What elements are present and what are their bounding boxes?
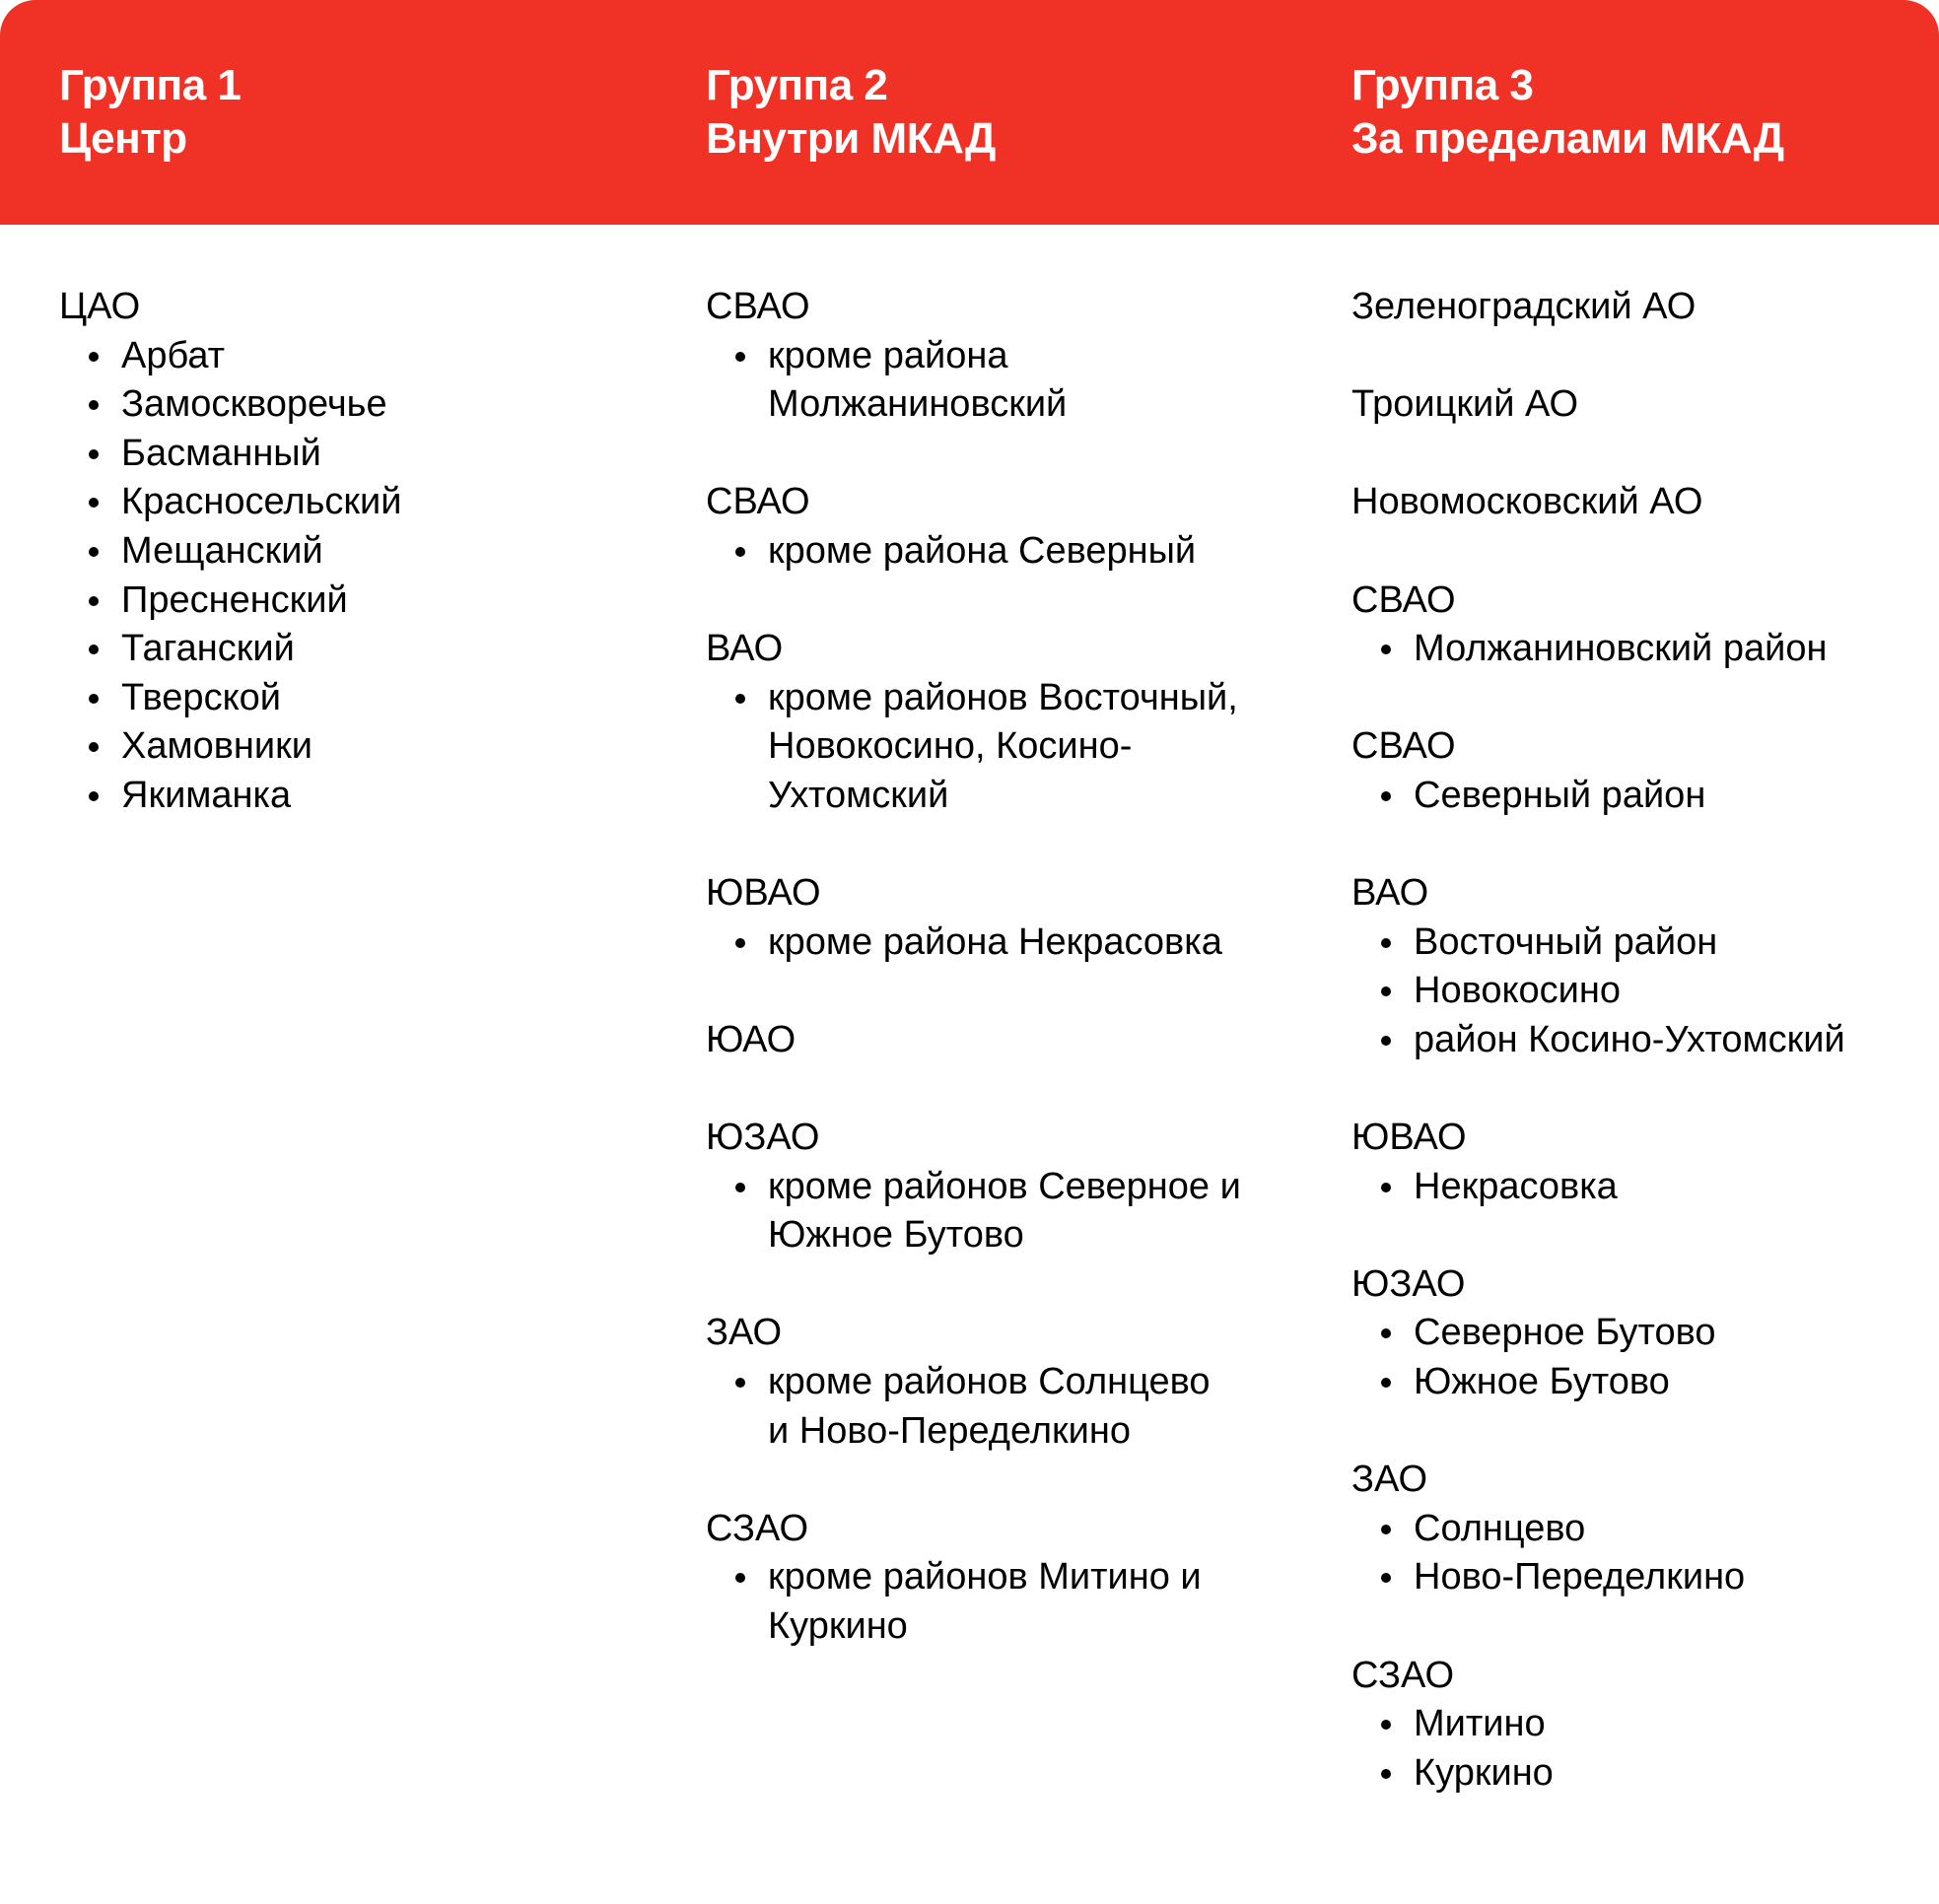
district-title: ЮЗАО [1351,1262,1466,1305]
list-item: Куркино [1414,1749,1887,1799]
list-item: Замоскворечье [121,380,594,430]
area-list [1351,1700,1904,1798]
area-list [1351,918,1904,1065]
district-title: СЗАО [1351,1654,1455,1696]
area-list [706,1553,1258,1651]
list-item: Мещанский [121,527,594,577]
district-title: СВАО [706,286,810,327]
district-title: Новомосковский АО [1351,481,1703,523]
district-group [706,869,1258,967]
area-list [706,1163,1258,1260]
list-item: Арбат [121,332,594,381]
district-group [706,1114,1258,1260]
district-group [706,1016,1258,1065]
area-list [1351,1505,1904,1602]
heading-title: Группа 2 [706,61,888,109]
area-list [706,1358,1258,1456]
area-list [706,918,1258,968]
group-3-column [1351,283,1904,1847]
area-list [706,674,1258,821]
list-item: район Косино-Ухтомский [1414,1016,1887,1065]
list-item: Басманный [121,430,594,479]
list-item: Таганский [121,625,594,674]
list-item: Красносельский [121,478,594,527]
district-group [1351,283,1904,332]
district-group [706,1309,1258,1456]
district-group [706,625,1258,820]
list-item: Тверской [121,674,594,723]
district-title: ВАО [706,628,784,670]
area-list [1351,1309,1904,1406]
district-group [1351,1114,1904,1211]
heading-subtitle: Центр [59,114,187,163]
district-group [1351,380,1904,430]
group-2-heading [706,59,996,166]
list-item: Северный район [1414,772,1887,821]
district-title: СЗАО [706,1507,809,1549]
district-title: СВАО [1351,578,1456,621]
list-item: кроме района Северный [768,527,1241,577]
district-group [1351,478,1904,527]
district-title: Зеленоградский АО [1351,286,1697,327]
area-list [1351,625,1904,674]
area-list [59,332,611,821]
area-list [1351,1163,1904,1212]
district-group [1351,722,1904,820]
list-item: Новокосино [1414,967,1887,1016]
district-title: ЮАО [706,1018,796,1060]
district-group [1351,577,1904,674]
list-item: Молжаниновский район [1414,625,1887,674]
list-item: Южное Бутово [1414,1358,1887,1407]
list-item: Некрасовка [1414,1163,1887,1212]
list-item: Восточный район [1414,918,1887,968]
list-item: кроме районов Солнцево и Ново-Переделкино [768,1358,1241,1456]
heading-title: Группа 3 [1351,61,1534,109]
list-item: Митино [1414,1700,1887,1749]
list-item: кроме районов Митино и Куркино [768,1553,1241,1651]
list-item: Северное Бутово [1414,1309,1887,1358]
district-group [1351,1260,1904,1407]
district-title: ЮВАО [706,872,821,915]
district-group [706,478,1258,576]
list-item: Хамовники [121,722,594,772]
district-group [706,1505,1258,1652]
list-item: Якиманка [121,772,594,821]
group-1-column [59,283,611,869]
district-group [59,283,611,821]
district-title: СВАО [1351,725,1456,768]
group-1-heading [59,59,241,166]
district-title: ЦАО [59,286,141,327]
district-title: ЮВАО [1351,1117,1467,1159]
heading-subtitle: За пределами МКАД [1351,114,1784,163]
group-2-column [706,283,1258,1700]
district-title: ЗАО [706,1312,783,1354]
district-title: СВАО [706,481,810,523]
district-group [1351,869,1904,1064]
heading-title: Группа 1 [59,61,242,109]
list-item: Ново-Переделкино [1414,1553,1887,1602]
area-list [706,527,1258,577]
group-3-heading [1351,59,1784,166]
district-title: ВАО [1351,872,1429,915]
district-title: Троицкий АО [1351,383,1579,426]
heading-subtitle: Внутри МКАД [706,114,996,163]
list-item: кроме района Молжаниновский [768,332,1241,430]
list-item: Пресненский [121,577,594,626]
district-group [1351,1652,1904,1799]
district-title: ЗАО [1351,1459,1428,1501]
list-item: кроме районов Восточный, Новокосино, Косино-Ухтомский [768,674,1241,821]
district-group [1351,1456,1904,1602]
area-list [1351,772,1904,821]
list-item: Солнцево [1414,1505,1887,1554]
area-list [706,332,1258,430]
list-item: кроме районов Северное и Южное Бутово [768,1163,1241,1260]
list-item: кроме района Некрасовка [768,918,1241,968]
district-title: ЮЗАО [706,1117,820,1159]
district-group [706,283,1258,430]
header-banner [0,0,1939,225]
